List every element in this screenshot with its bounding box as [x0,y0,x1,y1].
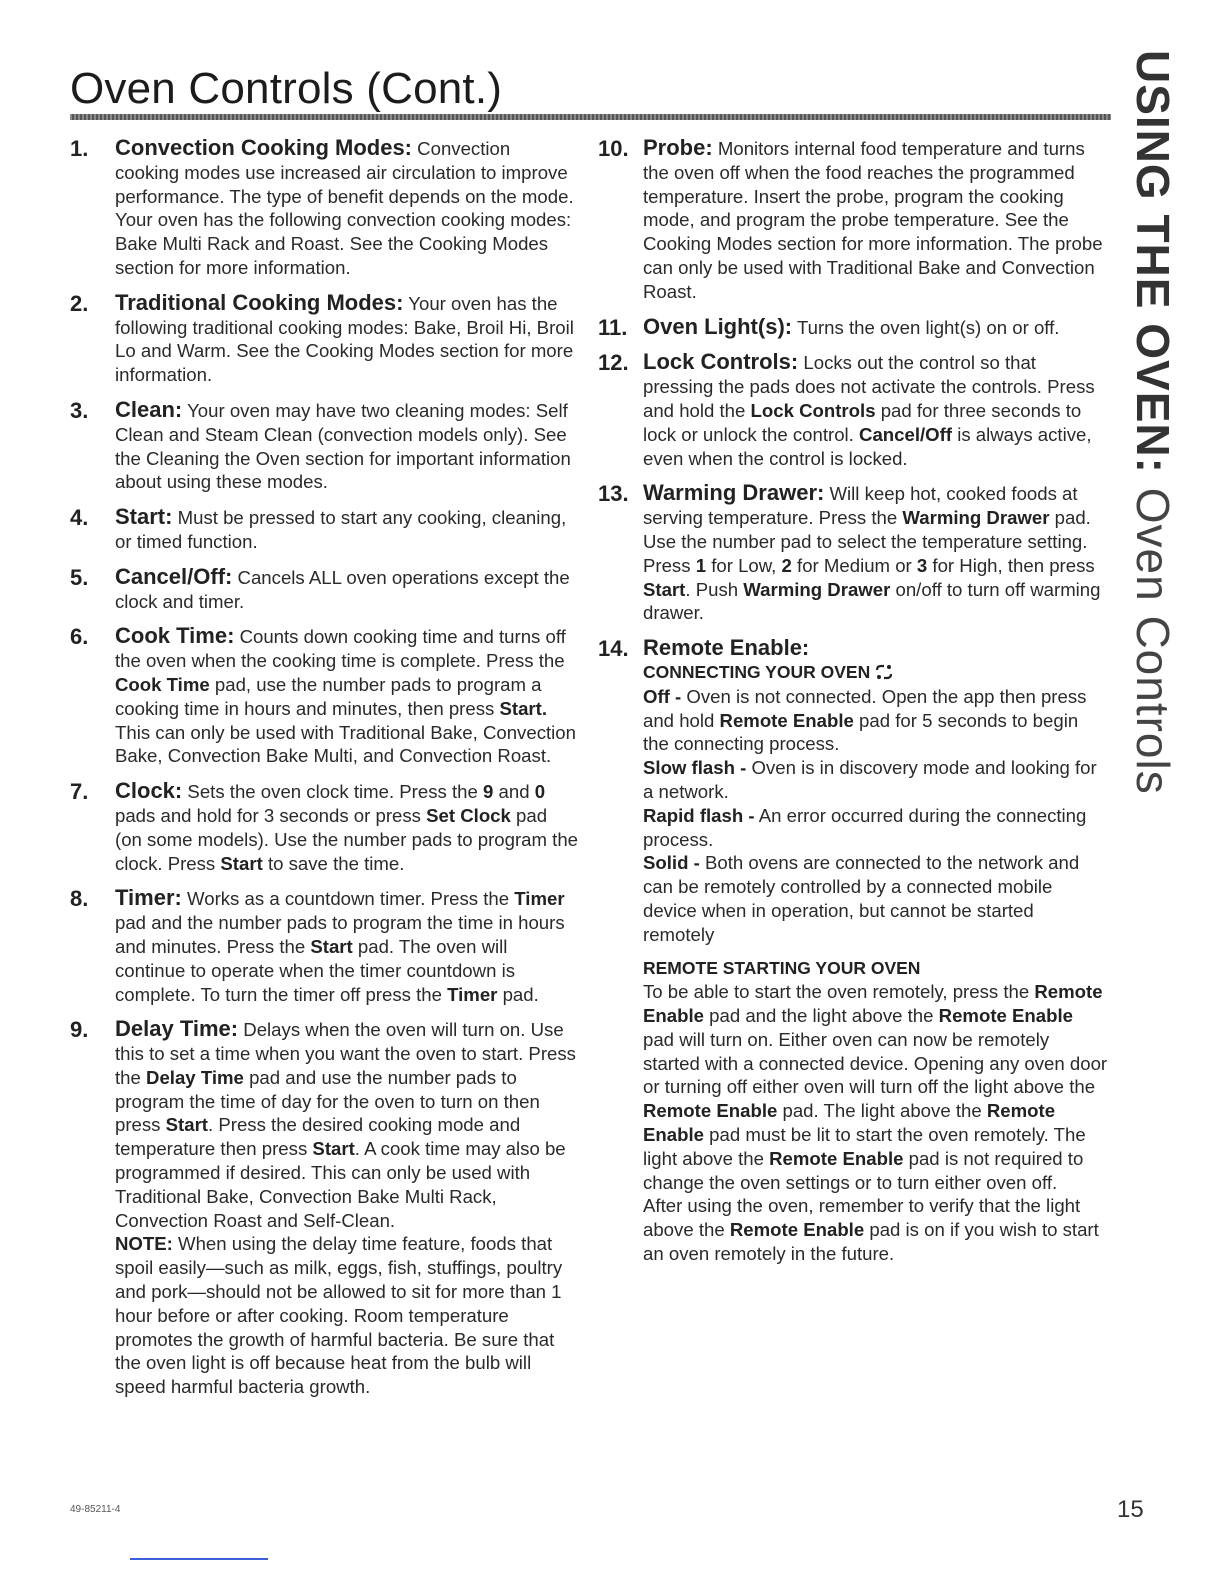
pad-name: Timer [514,888,565,910]
subheading-text: CONNECTING YOUR OVEN [643,661,871,682]
pad-name: Remote Enable [719,709,854,731]
side-tab-section: USING THE OVEN: [1127,50,1179,474]
pad-name: Remote Enable [643,981,1103,1027]
item-number: 9. [70,1017,89,1043]
pad-name: Warming Drawer [902,507,1050,529]
item-number: 14. [598,636,629,662]
item-text: pad and use the number pads to program the time of day for the oven to turn on then press [115,1066,540,1136]
list-item [70,505,578,554]
list-item [70,624,578,768]
item-text: Works as a countdown timer. Press the [187,888,510,910]
status-off [643,685,1108,756]
item-heading: Warming Drawer: [643,480,825,506]
item-text: Counts down cooking time and turns off the oven when the cooking time is complete. Press the [115,626,566,672]
item-text: pad and the number pads to program the time in hours and minutes. Press the [115,912,565,957]
list-item [70,136,578,280]
pad-name: 1 [695,554,707,576]
item-text: . A cook time may also be programmed if desired. This can only be used with Traditional Bake, Convection Bake Multi Rack, Convection Roast and Self-Clean. [115,1138,566,1231]
item-text: is always active, even when the control is locked. [643,423,1092,469]
pad-name: Cancel/Off [859,423,953,445]
item-text: pad. Use the number pad to select the temperature setting. Press [643,507,1091,576]
pad-name: Remote Enable [938,1005,1073,1027]
item-text: Oven is not connected. Open the app then press and hold [643,685,1087,731]
item-text: Locks out the control so that pressing the pads does not activate the controls. Press and hold the [643,352,1095,421]
item-heading: Lock Controls: [643,349,799,375]
item-text: . Push [685,578,739,600]
item-number: 11. [598,314,628,340]
item-text: Oven is in discovery mode and looking for a network. [643,757,1097,802]
after-use-paragraph [643,1194,1108,1265]
pad-name: Start. [499,697,548,719]
item-heading: Cancel/Off: [115,563,233,589]
left-column [70,136,578,1410]
item-text: pad. The light above the [782,1100,982,1122]
pad-name: 0 [534,781,546,803]
item-text: to save the time. [267,852,405,874]
item-number: 3. [70,397,89,423]
item-text: Cancels ALL oven operations except the clock and timer. [115,566,570,612]
list-item [70,565,578,614]
item-text: Must be pressed to start any cooking, cleaning, or timed function. [115,507,567,552]
item-text: An error occurred during the connecting process. [643,804,1087,850]
item-text: After using the oven, remember to verify that the light above the [643,1195,1081,1241]
note-label: NOTE: [115,1233,173,1255]
item-heading: Timer: [115,885,182,911]
item-text: pad. [502,983,539,1005]
list-item [598,350,1108,470]
item-heading: Remote Enable: [643,635,810,661]
item-text: pad and the light above the [709,1005,934,1027]
item-text: pad must be lit to start the oven remotely. The light above the [643,1124,1086,1169]
status-label: Solid - [643,852,700,874]
item-text: Delays when the oven will turn on. Use this to set a time when you want the oven to start. Press the [115,1019,576,1088]
item-heading: Delay Time: [115,1016,239,1042]
item-text: Sets the oven clock time. Press the [187,781,478,803]
item-text: Your oven may have two cleaning modes: Self Clean and Steam Clean (convection models only). See the Cleaning the Oven section for important information about using these modes. [115,399,571,493]
pad-name: Remote Enable [643,1100,1056,1146]
status-label: Off - [643,685,682,707]
item-text: This can only be used with Traditional Bake, Convection Bake, Convection Bake Multi, and Convection Roast. [115,721,576,767]
pad-name: Timer [447,983,498,1005]
item-text: for High, then press [932,554,1095,576]
item-text: Turns the oven light(s) on or off. [796,316,1060,338]
item-number: 1. [70,136,89,161]
pad-name: Remote Enable [729,1219,865,1241]
page-number: 15 [1117,1496,1144,1523]
list-item [70,1017,578,1399]
page-title: Oven Controls (Cont.) [70,64,503,113]
list-item [70,779,578,875]
status-slow-flash [643,756,1108,804]
item-text: pads and hold for 3 seconds or press [115,804,421,826]
item-text: pad is not required to change the oven settings or to turn either oven off. [643,1147,1084,1193]
item-heading: Clock: [115,778,183,804]
item-number: 5. [70,564,89,590]
item-text: Will keep hot, cooked foods at serving temperature. Press the [643,483,1078,529]
list-item [598,136,1108,304]
item-text: for Medium or [797,554,912,576]
item-text: pad (on some models). Use the number pads to program the clock. Press [115,804,579,874]
subheading-connecting [643,661,1108,685]
item-number: 4. [70,505,89,531]
item-number: 8. [70,886,89,912]
pad-name: Start [643,578,686,600]
pad-name: Start [165,1114,209,1136]
link-underline [130,1558,268,1560]
item-text: pad for 5 seconds to begin the connecting process. [643,709,1079,755]
list-item [70,398,578,494]
right-column [598,136,1108,1277]
item-heading: Start: [115,504,173,530]
status-label: Rapid flash - [643,804,755,826]
item-number: 12. [598,350,629,376]
item-number: 6. [70,624,89,650]
side-tab-subsection: Oven Controls [1127,487,1179,795]
pad-name: Start [310,935,353,957]
pad-name: Warming Drawer [743,578,891,600]
note-text: When using the delay time feature, foods that spoil easily—such as milk, eggs, fish, stuffings, poultry and pork—should not be allowed to sit for more than 1 hour before or after cooking. Room temperature promotes the growth of harmful bacteria. Be sure that the oven light is off because heat from the bulb will speed harmful bacteria growth. [115,1233,563,1398]
list-item [598,481,1108,625]
title-rule [70,114,1111,120]
list-item [70,291,578,387]
pad-name: 2 [781,554,792,576]
pad-name: Set Clock [426,804,511,826]
item-text: for Low, [711,554,777,576]
item-heading: Probe: [643,135,713,160]
item-heading: Convection Cooking Modes: [115,135,412,160]
pad-name: Delay Time [146,1066,244,1088]
list-item [70,886,578,1006]
item-number: 2. [70,290,89,316]
list-item [598,636,1108,1266]
pad-name: 9 [483,781,494,803]
item-text: pad for three seconds to lock or unlock the control. [643,399,1082,445]
pad-name: 3 [916,554,928,576]
item-text: and [498,781,530,803]
status-solid [643,851,1108,946]
document-code: 49-85211-4 [70,1504,121,1515]
status-rapid-flash [643,804,1108,852]
item-text: pad. The oven will continue to operate when the timer countdown is complete. To turn the timer off press the [115,935,516,1005]
pad-name: Cook Time [115,673,210,695]
item-text: To be able to start the oven remotely, press the [643,981,1030,1003]
subheading-remote-starting: REMOTE STARTING YOUR OVEN [643,957,921,978]
list-item [598,315,1108,340]
item-text: pad will turn on. Either oven can now be remotely started with a connected device. Opening any oven door or turning off either oven will turn off the light above the [643,1028,1108,1098]
item-heading: Cook Time: [115,623,235,649]
pad-name: Lock Controls [750,399,876,421]
item-text: . Press the desired cooking mode and temperature then press [115,1114,521,1160]
status-label: Slow flash - [643,757,747,779]
pad-name: Start [220,852,263,874]
item-text: Both ovens are connected to the network and can be remotely controlled by a connected mobile device when in operation, but cannot be started remotely [643,852,1080,945]
side-tab [1126,50,1180,795]
item-heading: Clean: [115,396,183,422]
pad-name: Start [312,1138,355,1160]
item-text: pad, use the number pads to program a cooking time in hours and minutes, then press [115,673,542,719]
pad-name: Remote Enable [643,1100,778,1122]
item-text: Convection cooking modes use increased air circulation to improve performance. The type of benefit depends on the mode. Your oven has the following convection cooking modes: Bake Multi Rack and Roast. See the Cooking Modes section for more information. [115,138,574,278]
item-number: 10. [598,136,629,161]
pad-name: Remote Enable [769,1147,904,1169]
item-text: Monitors internal food temperature and turns the oven off when the food reaches the programmed temperature. Insert the probe, program the cooking mode, and program the probe temperature. See the Cooking Modes section for more information. The probe can only be used with Traditional Bake and Convection Roast. [643,138,1103,302]
item-text: on/off to turn off warming drawer. [643,578,1101,624]
wifi-icon [875,664,893,680]
remote-start-paragraph [643,980,1108,1194]
item-text: Your oven has the following traditional cooking modes: Bake, Broil Hi, Broil Lo and Warm. See the Cooking Modes section for more information. [115,292,574,386]
item-number: 13. [598,481,629,507]
item-heading: Traditional Cooking Modes: [115,289,404,315]
item-text: pad is on if you wish to start an oven remotely in the future. [643,1219,1099,1265]
item-heading: Oven Light(s): [643,313,793,339]
note-paragraph [115,1232,578,1399]
item-number: 7. [70,779,89,805]
